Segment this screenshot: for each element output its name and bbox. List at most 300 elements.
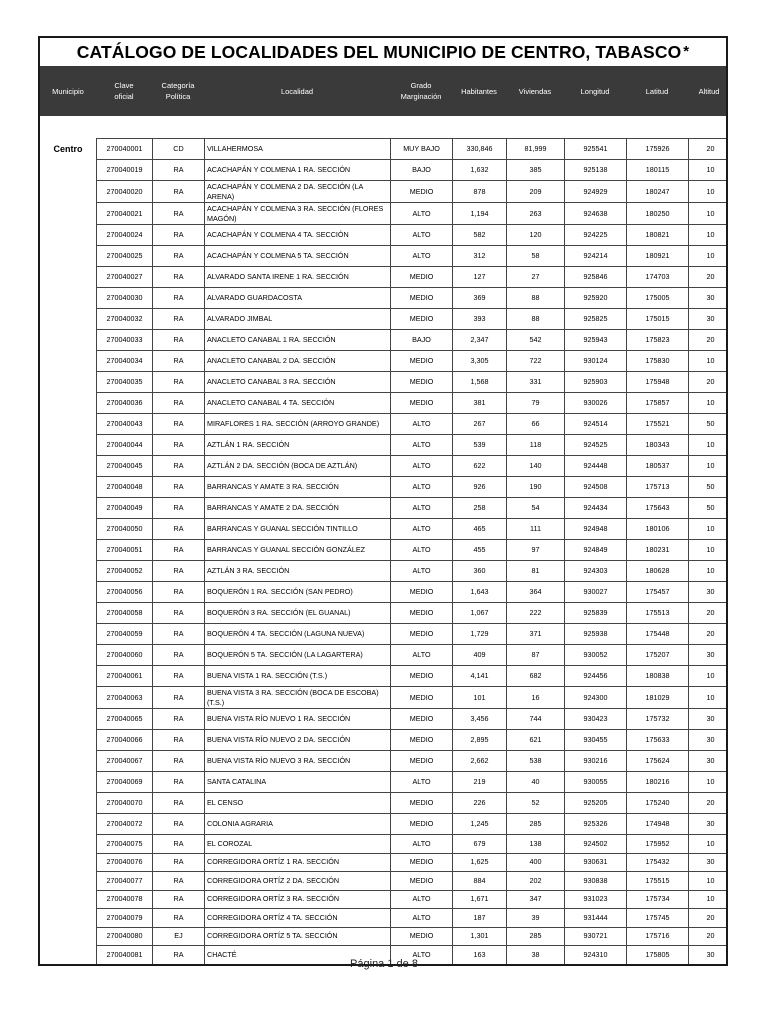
cell-clave: 270040025 (97, 246, 153, 267)
table-row (97, 267, 729, 288)
header-grado (390, 66, 452, 116)
cell-clave: 270040045 (97, 456, 153, 477)
table-row (97, 288, 729, 309)
cell-viviendas: 27 (507, 267, 565, 288)
cell-viviendas: 66 (507, 414, 565, 435)
cell-altitud: 10 (689, 160, 729, 181)
cell-localidad: SANTA CATALINA (205, 772, 391, 793)
cell-habitantes: 267 (453, 414, 507, 435)
cell-localidad: ACACHAPÁN Y COLMENA 1 RA. SECCIÓN (205, 160, 391, 181)
cell-habitantes: 622 (453, 456, 507, 477)
cell-longitud: 924448 (565, 456, 627, 477)
cell-categoria: RA (153, 709, 205, 730)
cell-habitantes: 2,347 (453, 330, 507, 351)
cell-latitud: 175005 (627, 288, 689, 309)
cell-longitud: 925541 (565, 139, 627, 160)
table-row (97, 160, 729, 181)
cell-clave: 270040034 (97, 351, 153, 372)
municipio-label: Centro (53, 143, 83, 154)
cell-localidad: ACACHAPÁN Y COLMENA 2 DA. SECCIÓN (LA ARENA) (205, 181, 391, 203)
cell-grado: MEDIO (391, 267, 453, 288)
cell-categoria: RA (153, 225, 205, 246)
cell-longitud: 924948 (565, 519, 627, 540)
cell-altitud: 30 (689, 814, 729, 835)
cell-longitud: 925938 (565, 624, 627, 645)
cell-altitud: 10 (689, 540, 729, 561)
cell-grado: MEDIO (391, 730, 453, 751)
cell-localidad: COLONIA AGRARIA (205, 814, 391, 835)
table-row (97, 666, 729, 687)
cell-grado: ALTO (391, 890, 453, 909)
cell-categoria: RA (153, 540, 205, 561)
cell-clave: 270040001 (97, 139, 153, 160)
cell-longitud: 931023 (565, 890, 627, 909)
cell-viviendas: 621 (507, 730, 565, 751)
cell-habitantes: 1,568 (453, 372, 507, 393)
cell-clave: 270040067 (97, 751, 153, 772)
cell-latitud: 180250 (627, 203, 689, 225)
cell-longitud: 930027 (565, 582, 627, 603)
cell-categoria: RA (153, 498, 205, 519)
cell-habitantes: 127 (453, 267, 507, 288)
cell-grado: ALTO (391, 435, 453, 456)
table-row (97, 414, 729, 435)
cell-grado: ALTO (391, 772, 453, 793)
cell-categoria: RA (153, 309, 205, 330)
cell-latitud: 180537 (627, 456, 689, 477)
cell-localidad: BARRANCAS Y AMATE 2 DA. SECCIÓN (205, 498, 391, 519)
cell-viviendas: 538 (507, 751, 565, 772)
header-gap (40, 116, 726, 138)
table-row (97, 624, 729, 645)
cell-localidad: ALVARADO SANTA IRENE 1 RA. SECCIÓN (205, 267, 391, 288)
cell-latitud: 175732 (627, 709, 689, 730)
cell-grado: ALTO (391, 456, 453, 477)
cell-longitud: 930423 (565, 709, 627, 730)
cell-categoria: RA (153, 246, 205, 267)
cell-grado: ALTO (391, 225, 453, 246)
cell-longitud: 924456 (565, 666, 627, 687)
cell-altitud: 10 (689, 666, 729, 687)
cell-longitud: 925825 (565, 309, 627, 330)
cell-localidad: BOQUERÓN 3 RA. SECCIÓN (EL GUANAL) (205, 603, 391, 624)
cell-longitud: 924849 (565, 540, 627, 561)
cell-viviendas: 52 (507, 793, 565, 814)
cell-altitud: 10 (689, 890, 729, 909)
cell-categoria: RA (153, 288, 205, 309)
table-row (97, 540, 729, 561)
cell-longitud: 924502 (565, 835, 627, 854)
header-grado-label (401, 80, 442, 102)
cell-clave: 270040060 (97, 645, 153, 666)
cell-latitud: 174703 (627, 267, 689, 288)
cell-categoria: RA (153, 393, 205, 414)
table-row (97, 498, 729, 519)
cell-grado: MEDIO (391, 582, 453, 603)
cell-altitud: 30 (689, 946, 729, 965)
cell-clave: 270040078 (97, 890, 153, 909)
table-row (97, 225, 729, 246)
cell-habitantes: 1,625 (453, 853, 507, 872)
title-text: CATÁLOGO DE LOCALIDADES DEL MUNICIPIO DE CENTRO, TABASCO (76, 41, 682, 62)
cell-categoria: RA (153, 751, 205, 772)
header-altitud-label: Altitud (698, 86, 720, 96)
cell-latitud: 175823 (627, 330, 689, 351)
cell-grado: ALTO (391, 414, 453, 435)
cell-altitud: 10 (689, 772, 729, 793)
cell-latitud: 180921 (627, 246, 689, 267)
cell-altitud: 10 (689, 246, 729, 267)
cell-grado: MEDIO (391, 687, 453, 709)
cell-clave: 270040072 (97, 814, 153, 835)
cell-altitud: 10 (689, 561, 729, 582)
cell-latitud: 175805 (627, 946, 689, 965)
table-row (97, 519, 729, 540)
cell-grado: MEDIO (391, 853, 453, 872)
cell-localidad: ANACLETO CANABAL 2 DA. SECCIÓN (205, 351, 391, 372)
cell-grado: MEDIO (391, 814, 453, 835)
cell-latitud: 175432 (627, 853, 689, 872)
cell-clave: 270040081 (97, 946, 153, 965)
cell-altitud: 30 (689, 582, 729, 603)
cell-habitantes: 465 (453, 519, 507, 540)
table-row (97, 372, 729, 393)
header-grado-line2: Marginación (400, 92, 442, 101)
cell-longitud: 930721 (565, 927, 627, 946)
cell-clave: 270040048 (97, 477, 153, 498)
table-row (97, 645, 729, 666)
title-footnote-mark: * (683, 42, 690, 60)
cell-longitud: 925205 (565, 793, 627, 814)
table-row (97, 687, 729, 709)
table-row (97, 139, 729, 160)
cell-grado: ALTO (391, 946, 453, 965)
cell-viviendas: 202 (507, 872, 565, 891)
cell-latitud: 181029 (627, 687, 689, 709)
cell-grado: BAJO (391, 160, 453, 181)
cell-habitantes: 330,846 (453, 139, 507, 160)
cell-localidad: BARRANCAS Y GUANAL SECCIÓN TINTILLO (205, 519, 391, 540)
cell-altitud: 10 (689, 435, 729, 456)
table-row (97, 330, 729, 351)
cell-altitud: 30 (689, 853, 729, 872)
cell-altitud: 10 (689, 872, 729, 891)
cell-localidad: CORREGIDORA ORTÍZ 2 DA. SECCIÓN (205, 872, 391, 891)
cell-longitud: 924303 (565, 561, 627, 582)
table-row (97, 246, 729, 267)
cell-localidad: MIRAFLORES 1 RA. SECCIÓN (ARROYO GRANDE) (205, 414, 391, 435)
cell-grado: MEDIO (391, 793, 453, 814)
cell-latitud: 180247 (627, 181, 689, 203)
table-row (97, 203, 729, 225)
cell-altitud: 10 (689, 225, 729, 246)
cell-latitud: 180216 (627, 772, 689, 793)
header-municipio-label: Municipio (52, 86, 84, 96)
header-localidad (204, 66, 390, 116)
cell-altitud: 30 (689, 288, 729, 309)
table-row (97, 793, 729, 814)
cell-longitud: 924434 (565, 498, 627, 519)
cell-localidad: BARRANCAS Y AMATE 3 RA. SECCIÓN (205, 477, 391, 498)
cell-localidad: ACACHAPÁN Y COLMENA 5 TA. SECCIÓN (205, 246, 391, 267)
header-categoria-line1: Categoría (161, 81, 195, 90)
cell-grado: ALTO (391, 909, 453, 928)
cell-longitud: 925943 (565, 330, 627, 351)
cell-localidad: BUENA VISTA RÍO NUEVO 1 RA. SECCIÓN (205, 709, 391, 730)
cell-viviendas: 81 (507, 561, 565, 582)
cell-grado: ALTO (391, 645, 453, 666)
cell-clave: 270040066 (97, 730, 153, 751)
cell-longitud: 924508 (565, 477, 627, 498)
cell-latitud: 180231 (627, 540, 689, 561)
cell-clave: 270040077 (97, 872, 153, 891)
cell-localidad: EL CENSO (205, 793, 391, 814)
cell-grado: ALTO (391, 540, 453, 561)
cell-localidad: BOQUERÓN 4 TA. SECCIÓN (LAGUNA NUEVA) (205, 624, 391, 645)
cell-longitud: 924225 (565, 225, 627, 246)
cell-habitantes: 679 (453, 835, 507, 854)
header-clave-label (114, 80, 133, 102)
cell-latitud: 180106 (627, 519, 689, 540)
cell-localidad: BOQUERÓN 5 TA. SECCIÓN (LA LAGARTERA) (205, 645, 391, 666)
cell-localidad: CORREGIDORA ORTÍZ 3 RA. SECCIÓN (205, 890, 391, 909)
cell-latitud: 175207 (627, 645, 689, 666)
cell-categoria: RA (153, 603, 205, 624)
cell-viviendas: 744 (507, 709, 565, 730)
table-row (97, 853, 729, 872)
table-row (97, 603, 729, 624)
cell-latitud: 175015 (627, 309, 689, 330)
cell-altitud: 30 (689, 751, 729, 772)
cell-viviendas: 263 (507, 203, 565, 225)
cell-viviendas: 38 (507, 946, 565, 965)
cell-longitud: 925903 (565, 372, 627, 393)
cell-localidad: BOQUERÓN 1 RA. SECCIÓN (SAN PEDRO) (205, 582, 391, 603)
cell-habitantes: 101 (453, 687, 507, 709)
cell-viviendas: 140 (507, 456, 565, 477)
header-categoria-line2: Política (165, 92, 191, 101)
cell-categoria: RA (153, 687, 205, 709)
cell-categoria: RA (153, 372, 205, 393)
cell-altitud: 20 (689, 927, 729, 946)
cell-localidad: ALVARADO JIMBAL (205, 309, 391, 330)
cell-categoria: RA (153, 456, 205, 477)
cell-clave: 270040035 (97, 372, 153, 393)
cell-habitantes: 2,662 (453, 751, 507, 772)
cell-clave: 270040063 (97, 687, 153, 709)
cell-habitantes: 369 (453, 288, 507, 309)
cell-localidad: BUENA VISTA RÍO NUEVO 3 RA. SECCIÓN (205, 751, 391, 772)
cell-habitantes: 1,643 (453, 582, 507, 603)
cell-altitud: 20 (689, 603, 729, 624)
cell-localidad: BUENA VISTA 3 RA. SECCIÓN (BOCA DE ESCOBA) (T.S.) (205, 687, 391, 709)
cell-localidad: VILLAHERMOSA (205, 139, 391, 160)
cell-longitud: 924310 (565, 946, 627, 965)
cell-clave: 270040036 (97, 393, 153, 414)
cell-viviendas: 118 (507, 435, 565, 456)
cell-habitantes: 926 (453, 477, 507, 498)
table-row (97, 909, 729, 928)
cell-clave: 270040027 (97, 267, 153, 288)
cell-latitud: 175926 (627, 139, 689, 160)
cell-longitud: 924525 (565, 435, 627, 456)
header-viviendas (506, 66, 564, 116)
cell-grado: MUY BAJO (391, 139, 453, 160)
header-latitud (626, 66, 688, 116)
cell-viviendas: 285 (507, 814, 565, 835)
cell-altitud: 10 (689, 456, 729, 477)
cell-viviendas: 120 (507, 225, 565, 246)
cell-altitud: 10 (689, 181, 729, 203)
cell-viviendas: 88 (507, 309, 565, 330)
cell-grado: MEDIO (391, 351, 453, 372)
cell-latitud: 175830 (627, 351, 689, 372)
cell-viviendas: 331 (507, 372, 565, 393)
cell-localidad: AZTLÁN 1 RA. SECCIÓN (205, 435, 391, 456)
header-altitud (688, 66, 728, 116)
cell-altitud: 50 (689, 498, 729, 519)
cell-longitud: 925839 (565, 603, 627, 624)
cell-localidad: AZTLÁN 3 RA. SECCIÓN (205, 561, 391, 582)
header-categoria-label (162, 80, 195, 102)
cell-altitud: 30 (689, 309, 729, 330)
cell-clave: 270040032 (97, 309, 153, 330)
cell-clave: 270040070 (97, 793, 153, 814)
cell-habitantes: 455 (453, 540, 507, 561)
cell-habitantes: 360 (453, 561, 507, 582)
cell-viviendas: 111 (507, 519, 565, 540)
cell-longitud: 930124 (565, 351, 627, 372)
cell-latitud: 175643 (627, 498, 689, 519)
cell-viviendas: 54 (507, 498, 565, 519)
cell-habitantes: 1,245 (453, 814, 507, 835)
cell-viviendas: 400 (507, 853, 565, 872)
cell-grado: MEDIO (391, 751, 453, 772)
cell-clave: 270040051 (97, 540, 153, 561)
cell-viviendas: 39 (507, 909, 565, 928)
cell-grado: MEDIO (391, 666, 453, 687)
table-row (97, 561, 729, 582)
cell-viviendas: 385 (507, 160, 565, 181)
cell-categoria: RA (153, 477, 205, 498)
cell-categoria: RA (153, 772, 205, 793)
cell-altitud: 10 (689, 519, 729, 540)
table-row (97, 456, 729, 477)
cell-latitud: 175952 (627, 835, 689, 854)
cell-latitud: 180821 (627, 225, 689, 246)
cell-latitud: 175448 (627, 624, 689, 645)
cell-latitud: 175948 (627, 372, 689, 393)
header-grado-line1: Grado (410, 81, 432, 90)
cell-grado: ALTO (391, 519, 453, 540)
cell-clave: 270040021 (97, 203, 153, 225)
cell-categoria: RA (153, 561, 205, 582)
cell-altitud: 20 (689, 372, 729, 393)
cell-longitud: 930026 (565, 393, 627, 414)
document-frame (38, 36, 728, 966)
cell-altitud: 10 (689, 687, 729, 709)
cell-grado: ALTO (391, 498, 453, 519)
cell-viviendas: 285 (507, 927, 565, 946)
cell-habitantes: 539 (453, 435, 507, 456)
cell-grado: MEDIO (391, 309, 453, 330)
cell-habitantes: 381 (453, 393, 507, 414)
table-row (97, 730, 729, 751)
header-municipio (40, 66, 96, 116)
cell-clave: 270040069 (97, 772, 153, 793)
cell-localidad: EL COROZAL (205, 835, 391, 854)
cell-habitantes: 1,729 (453, 624, 507, 645)
table-row (97, 477, 729, 498)
cell-altitud: 20 (689, 793, 729, 814)
cell-categoria: RA (153, 909, 205, 928)
header-viviendas-label: Viviendas (518, 86, 552, 96)
cell-viviendas: 371 (507, 624, 565, 645)
cell-longitud: 924929 (565, 181, 627, 203)
table-row (97, 393, 729, 414)
cell-altitud: 10 (689, 351, 729, 372)
cell-categoria: RA (153, 835, 205, 854)
cell-grado: ALTO (391, 835, 453, 854)
cell-grado: MEDIO (391, 603, 453, 624)
header-localidad-label: Localidad (280, 86, 314, 96)
cell-habitantes: 163 (453, 946, 507, 965)
cell-altitud: 20 (689, 330, 729, 351)
cell-longitud: 924300 (565, 687, 627, 709)
cell-habitantes: 4,141 (453, 666, 507, 687)
cell-latitud: 175734 (627, 890, 689, 909)
cell-viviendas: 682 (507, 666, 565, 687)
cell-latitud: 175240 (627, 793, 689, 814)
cell-habitantes: 1,632 (453, 160, 507, 181)
cell-altitud: 30 (689, 645, 729, 666)
cell-clave: 270040024 (97, 225, 153, 246)
cell-categoria: CD (153, 139, 205, 160)
table-row (97, 772, 729, 793)
cell-clave: 270040076 (97, 853, 153, 872)
cell-altitud: 10 (689, 835, 729, 854)
cell-clave: 270040080 (97, 927, 153, 946)
table-row (97, 814, 729, 835)
cell-categoria: RA (153, 730, 205, 751)
cell-categoria: RA (153, 519, 205, 540)
header-categoria (152, 66, 204, 116)
header-clave-line1: Clave (114, 81, 134, 90)
cell-categoria: RA (153, 435, 205, 456)
header-latitud-label: Latitud (645, 86, 669, 96)
page-title (40, 38, 726, 66)
cell-habitantes: 258 (453, 498, 507, 519)
cell-categoria: RA (153, 666, 205, 687)
cell-grado: MEDIO (391, 181, 453, 203)
cell-habitantes: 1,301 (453, 927, 507, 946)
page-number: Página 1 de 8 (350, 958, 418, 970)
cell-habitantes: 1,067 (453, 603, 507, 624)
cell-clave: 270040030 (97, 288, 153, 309)
cell-habitantes: 3,456 (453, 709, 507, 730)
cell-latitud: 180628 (627, 561, 689, 582)
cell-clave: 270040061 (97, 666, 153, 687)
cell-clave: 270040059 (97, 624, 153, 645)
cell-localidad: CORREGIDORA ORTÍZ 1 RA. SECCIÓN (205, 853, 391, 872)
cell-viviendas: 222 (507, 603, 565, 624)
cell-latitud: 180343 (627, 435, 689, 456)
cell-altitud: 30 (689, 730, 729, 751)
cell-latitud: 180838 (627, 666, 689, 687)
cell-clave: 270040075 (97, 835, 153, 854)
cell-clave: 270040049 (97, 498, 153, 519)
cell-habitantes: 1,194 (453, 203, 507, 225)
